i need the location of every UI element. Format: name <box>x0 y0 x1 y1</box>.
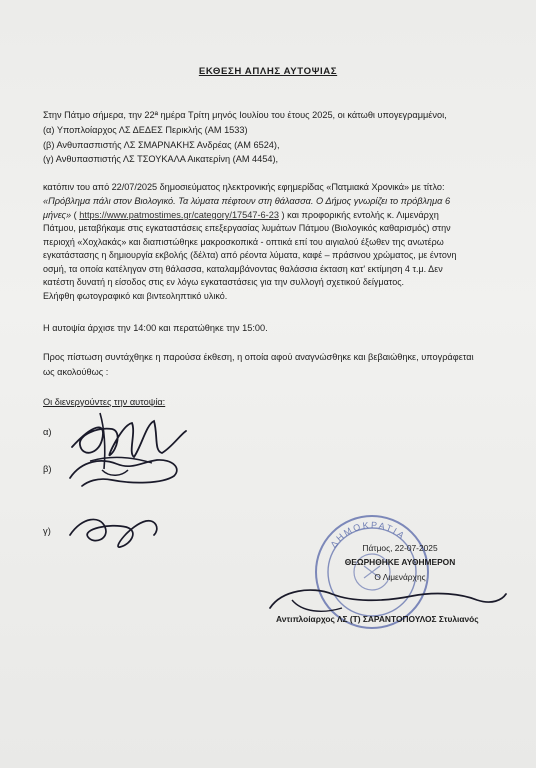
body-line-8: κατέστη δυνατή η είσοδος στις εν λόγω εγκαταστάσεις για την συλλογή σχετικού δείγματος. <box>43 277 405 287</box>
signature-label-c: γ) <box>43 525 51 536</box>
body-line-9: Ελήφθη φωτογραφικό και βιντεοληπτικό υλικό. <box>43 291 228 301</box>
member-b: (β) Ανθυπασπιστής ΛΣ ΣΜΑΡΝΑΚΗΣ Ανδρέας (ΑΜ 6524), <box>43 140 280 150</box>
signers-heading: Οι διενεργούντες την αυτοψία: <box>43 397 166 407</box>
body-line-3-paren: ( <box>71 210 80 220</box>
signature-b <box>62 450 192 495</box>
inspection-time: Η αυτοψία άρχισε την 14:00 και περατώθηκε την 15:00. <box>43 323 268 333</box>
certified-label: ΘΕΩΡΗΘΗΚΕ ΑΥΘΗΜΕΡΟΝ <box>344 557 456 567</box>
signature-label-a: α) <box>43 426 52 437</box>
closing-line-1: Προς πίστωση συντάχθηκε η παρούσα έκθεση, η οποία αφού αναγνώσθηκε και βεβαιώθηκε, υπογράφεται <box>43 352 474 362</box>
body-line-6: εγκατάστασης η δημιουργία εκβολής (δέλτα) από ρέοντα λύματα, καφέ – πράσινου χρώματος, με έντονη <box>43 250 457 260</box>
intro-text: Στην Πάτμο σήμερα, την 22ª ημέρα Τρίτη μηνός Ιουλίου του έτους 2025, οι κάτωθι υπογεγραμμένοι, <box>43 110 447 120</box>
svg-text:ΔΗΜΟΚΡΑΤΙΑ: ΔΗΜΟΚΡΑΤΙΑ <box>328 519 408 550</box>
signature-c <box>60 505 170 555</box>
signature-label-b: β) <box>43 463 52 474</box>
body-line-7: οσμή, τα οποία κατέληγαν στη θάλασσα, καταλαμβάνοντας θαλάσσια έκταση κατ' εκτίμηση 4 τ.μ. Δεν <box>43 264 443 274</box>
body-line-3 <box>43 209 439 221</box>
place-date: Πάτμος, 22-07-2025 <box>362 543 438 553</box>
article-link[interactable]: https://www.patmostimes.gr/category/17547-6-23 <box>79 210 279 220</box>
harbour-master-role: Ο Λιμενάρχης <box>374 572 426 582</box>
body-line-5: περιοχή «Χοχλακάς» και διαπιστώθηκε μακροσκοπικά - οπτικά επί του αιγιαλού έξωθεν της ανωτέρω <box>43 237 444 247</box>
member-a: (α) Υποπλοίαρχος ΛΣ ΔΕΔΕΣ Περικλής (ΑΜ 1533) <box>43 125 248 135</box>
body-line-4: Πάτμου, μεταβήκαμε στις εγκαταστάσεις επεξεργασίας λυμάτων Πάτμου (Βιολογικός καθαρισμός) στην <box>43 223 451 233</box>
closing-line-2: ως ακολούθως : <box>43 367 109 377</box>
body-line-2: «Πρόβλημα πάλι στον Βιολογικό. Τα λύματα πέφτουν στη θάλασσα. Ο Δήμος γνωρίζει το πρόβλημα 6 <box>43 196 451 206</box>
body-line-1: κατόπιν του από 22/07/2025 δημοσιεύματος ηλεκτρονικής εφημερίδας «Πατμιακά Χρονικά» με τίτλο: <box>43 182 445 192</box>
harbour-master-name: Αντιπλοίαρχος ΛΣ (Τ) ΣΑΡΑΝΤΟΠΟΥΛΟΣ Στυλιανός <box>276 614 479 624</box>
member-c: (γ) Ανθυπασπιστής ΛΣ ΤΣΟΥΚΑΛΑ Αικατερίνη (ΑΜ 4454), <box>43 154 279 164</box>
document-title: ΕΚΘΕΣΗ ΑΠΛΗΣ ΑΥΤΟΨΙΑΣ <box>198 66 338 77</box>
body-line-3-rest: ) και προφορικής εντολής κ. Λιμενάρχη <box>278 210 439 220</box>
body-line-3-quote-end: μήνες» <box>43 210 72 220</box>
